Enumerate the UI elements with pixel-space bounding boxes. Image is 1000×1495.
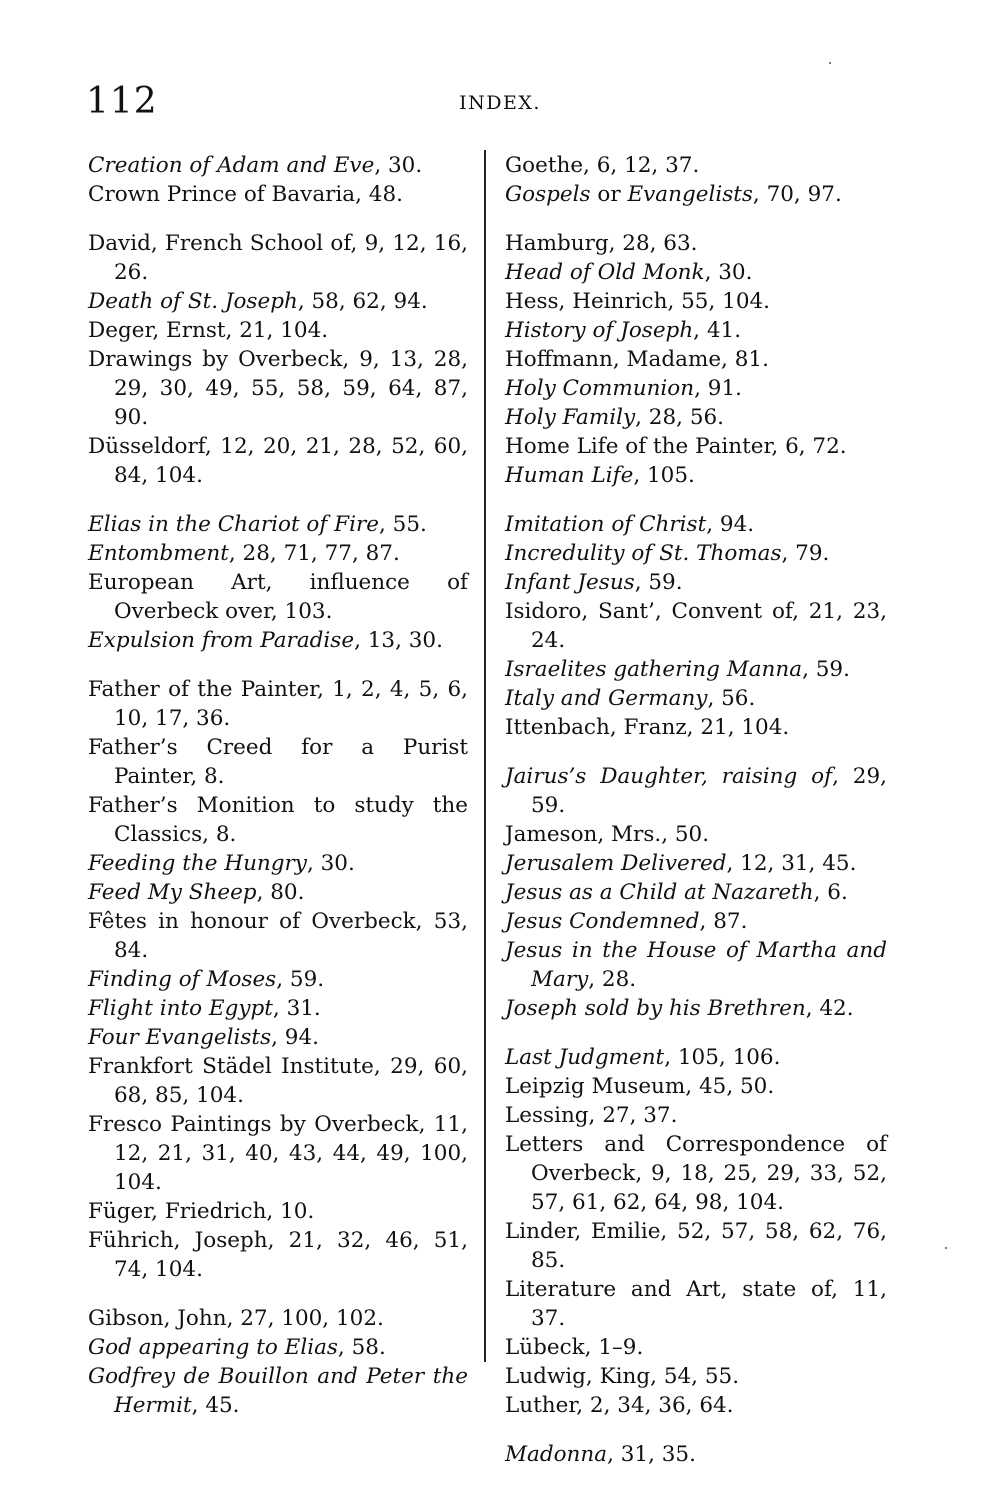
entry-text: Home Life of the Painter, 6, 72. (505, 434, 847, 459)
entry-title-italic: Israelites gathering Manna (505, 657, 803, 682)
entry-title-italic: Creation of Adam and Eve (88, 153, 375, 178)
entry-title-italic: Evangelists (627, 182, 753, 207)
entry-text: , 6. (813, 880, 848, 905)
entry-text: Luther, 2, 34, 36, 64. (505, 1393, 734, 1418)
entry-text: Father of the Painter, 1, 2, 4, 5, 6, 10, 17, 36. (88, 677, 468, 731)
scan-speck (945, 1247, 947, 1249)
entry-text: Fresco Paintings by Overbeck, 11, 12, 21, 31, 40, 43, 44, 49, 100, 104. (88, 1112, 468, 1195)
entry-title-italic: Holy Family (505, 405, 636, 430)
index-column-right (505, 151, 887, 1469)
index-entry (505, 345, 887, 374)
entry-text: , 58. (337, 1335, 386, 1360)
entry-title-italic: Jesus in the House of Martha and Mary (505, 938, 887, 992)
index-entry (505, 762, 887, 820)
index-entry (88, 229, 468, 287)
index-entry (88, 180, 468, 209)
entry-text: Literature and Art, state of, 11, 37. (505, 1277, 887, 1331)
entry-text: Drawings by Overbeck, 9, 13, 28, 29, 30, 49, 55, 58, 59, 64, 87, 90. (88, 347, 468, 430)
entry-text: , 30. (374, 153, 423, 178)
entry-text: David, French School of, 9, 12, 16, 26. (88, 231, 468, 285)
index-entry (88, 849, 468, 878)
index-entry (88, 878, 468, 907)
index-entry (88, 1333, 468, 1362)
entry-title-italic: Jesus Condemned (505, 909, 700, 934)
index-entry (505, 907, 887, 936)
entry-text: , 59. (802, 657, 850, 682)
entry-text: Leipzig Museum, 45, 50. (505, 1074, 775, 1099)
index-entry (505, 1043, 887, 1072)
entry-title-italic: Feed My Sheep (88, 880, 257, 905)
index-entry (88, 1023, 468, 1052)
index-entry (505, 287, 887, 316)
index-entry (505, 1333, 887, 1362)
index-entry (505, 1130, 887, 1217)
index-entry (505, 461, 887, 490)
index-entry (88, 733, 468, 791)
index-entry (505, 1362, 887, 1391)
entry-text: , 58, 62, 94. (297, 289, 428, 314)
entry-text: Hamburg, 28, 63. (505, 231, 698, 256)
entry-title-italic: God appearing to Elias (88, 1335, 338, 1360)
entry-text: , 41. (693, 318, 742, 343)
index-entry (505, 539, 887, 568)
entry-text: Linder, Emilie, 52, 57, 58, 62, 76, 85. (505, 1219, 887, 1273)
entry-text: Ittenbach, Franz, 21, 104. (505, 715, 790, 740)
entry-text: Lübeck, 1–9. (505, 1335, 644, 1360)
entry-text: Goethe, 6, 12, 37. (505, 153, 700, 178)
entry-text: , 59. (276, 967, 325, 992)
entry-title-italic: Gospels (505, 182, 591, 207)
entry-text: Isidoro, Sant’, Convent of, 21, 23, 24. (505, 599, 887, 653)
index-entry (505, 403, 887, 432)
entry-text: Ludwig, King, 54, 55. (505, 1364, 740, 1389)
index-entry (505, 258, 887, 287)
index-entry (88, 345, 468, 432)
entry-text: Hess, Heinrich, 55, 104. (505, 289, 771, 314)
index-entry (88, 994, 468, 1023)
entry-text: Lessing, 27, 37. (505, 1103, 678, 1128)
entry-title-italic: Incredulity of St. Thomas (505, 541, 782, 566)
entry-text: , 105, 106. (664, 1045, 781, 1070)
entry-text: , 56. (707, 686, 756, 711)
entry-text: , 13, 30. (354, 628, 443, 653)
index-entry (505, 1217, 887, 1275)
entry-title-italic: Feeding the Hungry (88, 851, 307, 876)
entry-text: Deger, Ernst, 21, 104. (88, 318, 329, 343)
entry-text: , 105. (633, 463, 695, 488)
index-entry (505, 568, 887, 597)
index-entry (88, 287, 468, 316)
column-divider (484, 150, 486, 1362)
entry-text: , 94. (706, 512, 755, 537)
entry-text: European Art, influence of Overbeck over, 103. (88, 570, 468, 624)
entry-text: , 94. (271, 1025, 319, 1050)
index-entry (88, 151, 468, 180)
entry-title-italic: Entombment (88, 541, 229, 566)
index-entry (88, 675, 468, 733)
index-entry (505, 878, 887, 907)
page-number: 112 (86, 81, 158, 122)
index-entry (88, 965, 468, 994)
entry-title-italic: History of Joseph (505, 318, 694, 343)
entry-title-italic: Last Judgment (505, 1045, 665, 1070)
index-entry (505, 820, 887, 849)
entry-title-italic: Death of St. Joseph (88, 289, 298, 314)
index-entry (505, 1440, 887, 1469)
entry-text: Hoffmann, Madame, 81. (505, 347, 769, 372)
index-entry (88, 1052, 468, 1110)
entry-text: , 45. (191, 1393, 240, 1418)
index-entry (88, 626, 468, 655)
entry-title-italic: Finding of Moses (88, 967, 277, 992)
index-entry (505, 374, 887, 403)
index-entry (88, 1304, 468, 1333)
entry-text: , 87. (699, 909, 748, 934)
entry-title-italic: Expulsion from Paradise (88, 628, 355, 653)
index-column-left (88, 151, 468, 1420)
entry-title-italic: Jairus’s Daughter, raising of (505, 764, 833, 789)
index-entry (505, 713, 887, 742)
index-entry (505, 180, 887, 209)
entry-text: or (590, 182, 628, 207)
running-head: INDEX. (459, 92, 541, 114)
entry-text: Jameson, Mrs., 50. (505, 822, 710, 847)
entry-text: , 31, 35. (607, 1442, 696, 1467)
entry-text: Frankfort Städel Institute, 29, 60, 68, 85, 104. (88, 1054, 468, 1108)
entry-text: Father’s Monition to study the Classics, 8. (88, 793, 468, 847)
entry-text: , 12, 31, 45. (726, 851, 857, 876)
entry-text: Düsseldorf, 12, 20, 21, 28, 52, 60, 84, 104. (88, 434, 468, 488)
entry-title-italic: Jerusalem Delivered (505, 851, 727, 876)
entry-title-italic: Joseph sold by his Brethren (505, 996, 806, 1021)
index-entry (88, 1226, 468, 1284)
entry-text: Letters and Correspondence of Overbeck, 9, 18, 25, 29, 33, 52, 57, 61, 62, 64, 98, 104. (505, 1132, 887, 1215)
index-entry (505, 994, 887, 1023)
entry-text: Führich, Joseph, 21, 32, 46, 51, 74, 104. (88, 1228, 468, 1282)
entry-text: , 28, 56. (635, 405, 725, 430)
entry-text: , 79. (781, 541, 830, 566)
entry-text: Crown Prince of Bavaria, 48. (88, 182, 403, 207)
entry-text: , 28. (588, 967, 637, 992)
index-entry (88, 1362, 468, 1420)
entry-title-italic: Head of Old Monk (505, 260, 705, 285)
index-entry (505, 1072, 887, 1101)
entry-title-italic: Godfrey de Bouillon and Peter the Hermit (88, 1364, 468, 1418)
entry-title-italic: Elias in the Chariot of Fire (88, 512, 379, 537)
entry-text: Fêtes in honour of Overbeck, 53, 84. (88, 909, 468, 963)
entry-text: Father’s Creed for a Purist Painter, 8. (88, 735, 468, 789)
index-entry (88, 432, 468, 490)
entry-title-italic: Madonna (505, 1442, 608, 1467)
entry-title-italic: Jesus as a Child at Nazareth (505, 880, 814, 905)
entry-text: , 91. (694, 376, 742, 401)
index-entry (505, 849, 887, 878)
index-entry (505, 936, 887, 994)
entry-text: , 30. (704, 260, 753, 285)
entry-text: , 28, 71, 77, 87. (228, 541, 400, 566)
entry-text: , 31. (272, 996, 321, 1021)
entry-title-italic: Flight into Egypt (88, 996, 273, 1021)
entry-title-italic: Infant Jesus (505, 570, 635, 595)
entry-text: Gibson, John, 27, 100, 102. (88, 1306, 384, 1331)
entry-title-italic: Italy and Germany (505, 686, 708, 711)
entry-title-italic: Imitation of Christ (505, 512, 707, 537)
scan-speck (829, 62, 831, 64)
entry-text: , 30. (306, 851, 355, 876)
index-entry (88, 1110, 468, 1197)
index-entry (505, 316, 887, 345)
index-entry (505, 655, 887, 684)
index-entry (88, 539, 468, 568)
index-entry (505, 684, 887, 713)
entry-text: , 42. (805, 996, 854, 1021)
index-entry (505, 229, 887, 258)
entry-text: , 70, 97. (752, 182, 842, 207)
entry-text: , 80. (256, 880, 305, 905)
entry-text: Füger, Friedrich, 10. (88, 1199, 315, 1224)
entry-text: , 29, 59. (531, 764, 887, 818)
entry-title-italic: Human Life (505, 463, 634, 488)
entry-title-italic: Four Evangelists (88, 1025, 272, 1050)
index-entry (505, 151, 887, 180)
index-entry (88, 510, 468, 539)
index-entry (505, 1391, 887, 1420)
index-entry (505, 510, 887, 539)
index-entry (88, 791, 468, 849)
index-entry (88, 316, 468, 345)
entry-text: , 55. (378, 512, 427, 537)
index-entry (505, 597, 887, 655)
entry-title-italic: Holy Communion (505, 376, 695, 401)
index-entry (505, 432, 887, 461)
entry-text: , 59. (634, 570, 683, 595)
index-entry (88, 568, 468, 626)
index-entry (88, 907, 468, 965)
index-entry (88, 1197, 468, 1226)
index-entry (505, 1101, 887, 1130)
index-entry (505, 1275, 887, 1333)
